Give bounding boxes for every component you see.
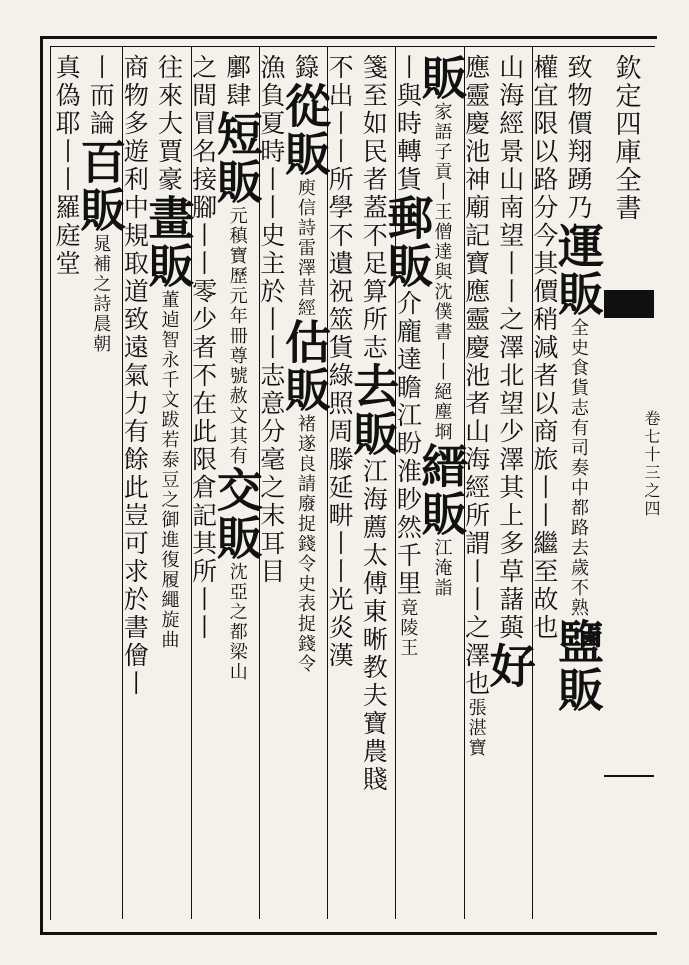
text-column	[380, 54, 435, 658]
text-segment: 往來大賈豪	[154, 54, 184, 194]
text-column	[414, 54, 469, 598]
text-segment: 權宜限以路分	[529, 54, 559, 222]
text-segment: 沈亞之都梁山	[226, 562, 248, 682]
text-column	[325, 54, 359, 670]
column-rule	[532, 46, 533, 919]
fishtail-rule	[604, 775, 654, 777]
book-title: 欽定四庫全書	[611, 54, 641, 222]
text-column	[461, 54, 496, 758]
text-segment: 元稹寶歷元年冊尊號赦文其有	[226, 206, 248, 466]
text-column	[120, 54, 154, 698]
text-segment: 之間	[188, 54, 218, 110]
text-column	[278, 54, 332, 674]
text-segment: 史主於丨丨志意分毫之末耳目	[256, 222, 286, 586]
text-segment: 鄽肆	[222, 54, 252, 110]
headword: 運販	[551, 222, 605, 318]
headword: 從販	[278, 82, 332, 178]
text-segment: 漁負夏時丨丨	[256, 54, 286, 222]
text-segment: 家語子貢丨	[431, 102, 453, 202]
fishtail-mark	[604, 290, 654, 318]
text-segment: 丨而論	[86, 54, 116, 138]
text-column	[141, 54, 196, 650]
text-segment: 丨與時轉貨	[393, 54, 423, 194]
text-segment: 張湛寶	[465, 698, 487, 758]
text-segment: 箋至如民者蓋不足算所志	[359, 54, 389, 362]
text-segment: 庾信詩雷澤昔經	[295, 178, 316, 318]
column-rule	[191, 46, 192, 919]
text-segment: 商物多遊利	[120, 54, 150, 194]
text-segment: 董逌智永千文跋若泰豆之御進復履繩旋曲	[158, 290, 180, 650]
text-column	[551, 54, 605, 714]
text-segment: 致物價翔踴乃	[564, 54, 593, 222]
headword: 去販	[346, 362, 401, 458]
text-column	[188, 54, 223, 642]
text-segment: 貨綠照周滕延畊丨丨光炎漢	[325, 334, 355, 670]
text-segment: 應靈慶池神廟記寶應靈慶池者山海經所謂丨丨之澤也	[461, 54, 491, 698]
text-segment: 江淹詣	[431, 538, 453, 598]
headword: 好	[482, 642, 537, 690]
text-segment: 今其價稍減者以商旅丨丨繼至故也	[529, 222, 559, 642]
headword: 縉販	[414, 442, 469, 538]
headword: 郵販	[380, 194, 435, 290]
volume-label: 卷七十三之四	[642, 410, 661, 518]
text-segment: 全史食貨志有司奏中都路去歲不熟	[568, 318, 589, 618]
text-column	[52, 54, 86, 278]
text-column	[209, 54, 264, 682]
headword: 販	[414, 54, 469, 102]
text-segment: 褚遂良請廢捉錢令史表捉錢令	[295, 414, 316, 674]
text-segment: 倉記其所丨丨	[188, 474, 218, 642]
text-segment: 晁補之詩晨朝	[90, 234, 112, 354]
text-column	[73, 54, 128, 354]
text-segment: 籙	[291, 54, 320, 82]
text-segment: 真偽耶	[52, 54, 82, 138]
text-column	[482, 54, 537, 690]
text-segment: 竟陵王	[397, 598, 419, 658]
text-segment: 山海經景山南望丨丨之澤北望少澤其上多草藷藇	[495, 54, 525, 642]
column-rule	[395, 46, 396, 919]
text-segment: 王僧達與沈僕書丨丨絕塵埛	[431, 202, 453, 442]
text-column	[346, 54, 401, 794]
text-segment: 介龐達瞻江盼淮眇然千里	[393, 290, 423, 598]
text-column	[529, 54, 564, 642]
headword: 估販	[278, 318, 332, 414]
headword: 百販	[73, 138, 128, 234]
headword: 畫販	[141, 194, 196, 290]
text-segment: 冒名接腳丨丨零少者不在此限	[188, 110, 218, 474]
headword: 交販	[209, 466, 264, 562]
text-segment: 江海薦太傅東晰教夫寶農賤	[359, 458, 389, 794]
headword: 鹽販	[551, 618, 605, 714]
text-segment: 不出丨丨所學不遺祝筮	[325, 54, 355, 334]
text-column	[256, 54, 291, 586]
text-segment: 丨丨羅庭堂	[52, 138, 82, 278]
headword: 短販	[209, 110, 264, 206]
text-segment: 中規取道致遠氣力有餘此豈可求於書儈丨	[120, 194, 150, 698]
